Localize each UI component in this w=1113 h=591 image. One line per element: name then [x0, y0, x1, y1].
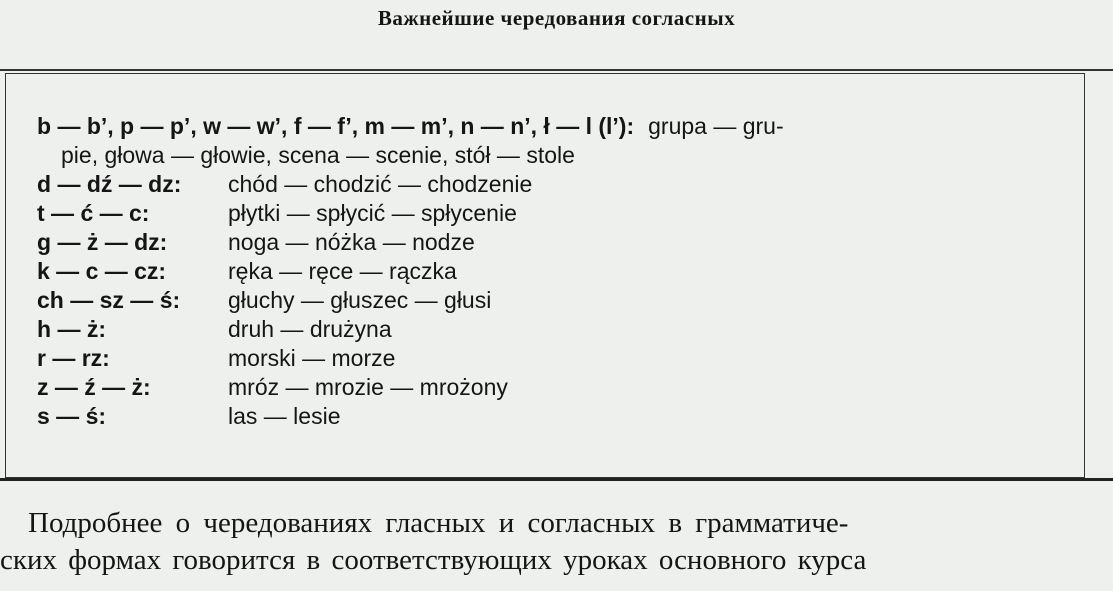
alternation-row: [37, 257, 1077, 286]
alternation-examples: płytki — spłycić — spłycenie: [228, 200, 517, 226]
alternation-row: [37, 170, 1077, 199]
alternation-examples: głuchy — głuszec — głusi: [228, 287, 492, 313]
alternation-pattern: r — rz:: [37, 345, 110, 371]
alternation-row-continuation: [37, 141, 1077, 170]
alternations-table: [37, 112, 1077, 431]
alternation-row: [37, 402, 1077, 431]
alternation-row: [37, 286, 1077, 315]
body-paragraph: [0, 505, 1100, 579]
alternation-pattern: ch — sz — ś:: [37, 287, 181, 313]
alternation-pattern: d — dź — dz:: [37, 171, 182, 197]
alternation-pattern: t — ć — c:: [37, 200, 150, 226]
alternation-examples: morski — morze: [228, 345, 396, 371]
alternation-examples: chód — chodzić — chodzenie: [228, 171, 533, 197]
alternation-examples: pie, głowa — głowie, scena — scenie, stół — stole: [61, 142, 575, 168]
alternation-examples: noga — nóżka — nodze: [228, 229, 475, 255]
alternation-examples: mróz — mrozie — mrożony: [228, 374, 508, 400]
alternation-examples: las — lesie: [228, 403, 341, 429]
alternation-row: [37, 315, 1077, 344]
alternation-row: [37, 112, 1077, 141]
bottom-rule: [0, 478, 1113, 481]
alternation-pattern: g — ż — dz:: [37, 229, 168, 255]
alternation-examples: grupa — gru-: [648, 113, 784, 139]
alternation-pattern: k — c — cz:: [37, 258, 167, 284]
paragraph-line: Подробнее о чередованиях гласных и согласных в грамматиче-: [28, 507, 849, 539]
alternation-pattern: s — ś:: [37, 403, 107, 429]
top-rule: [0, 69, 1113, 71]
alternation-row: [37, 199, 1077, 228]
alternation-row: [37, 344, 1077, 373]
alternation-pattern: b — b’, p — p’, w — w’, f — f’, m — m’, n — n’, ł — l (l’):: [37, 113, 635, 139]
alternation-pattern: h — ż:: [37, 316, 106, 342]
alternation-examples: ręka — ręce — rączka: [228, 258, 457, 284]
paragraph-line: ских формах говорится в соответствующих уроках основного курса: [0, 544, 867, 576]
section-heading: Важнейшие чередования согласных: [377, 6, 736, 30]
alternation-row: [37, 228, 1077, 257]
alternation-pattern: z — ź — ż:: [37, 374, 151, 400]
alternation-examples: druh — drużyna: [228, 316, 392, 342]
alternation-row: [37, 373, 1077, 402]
